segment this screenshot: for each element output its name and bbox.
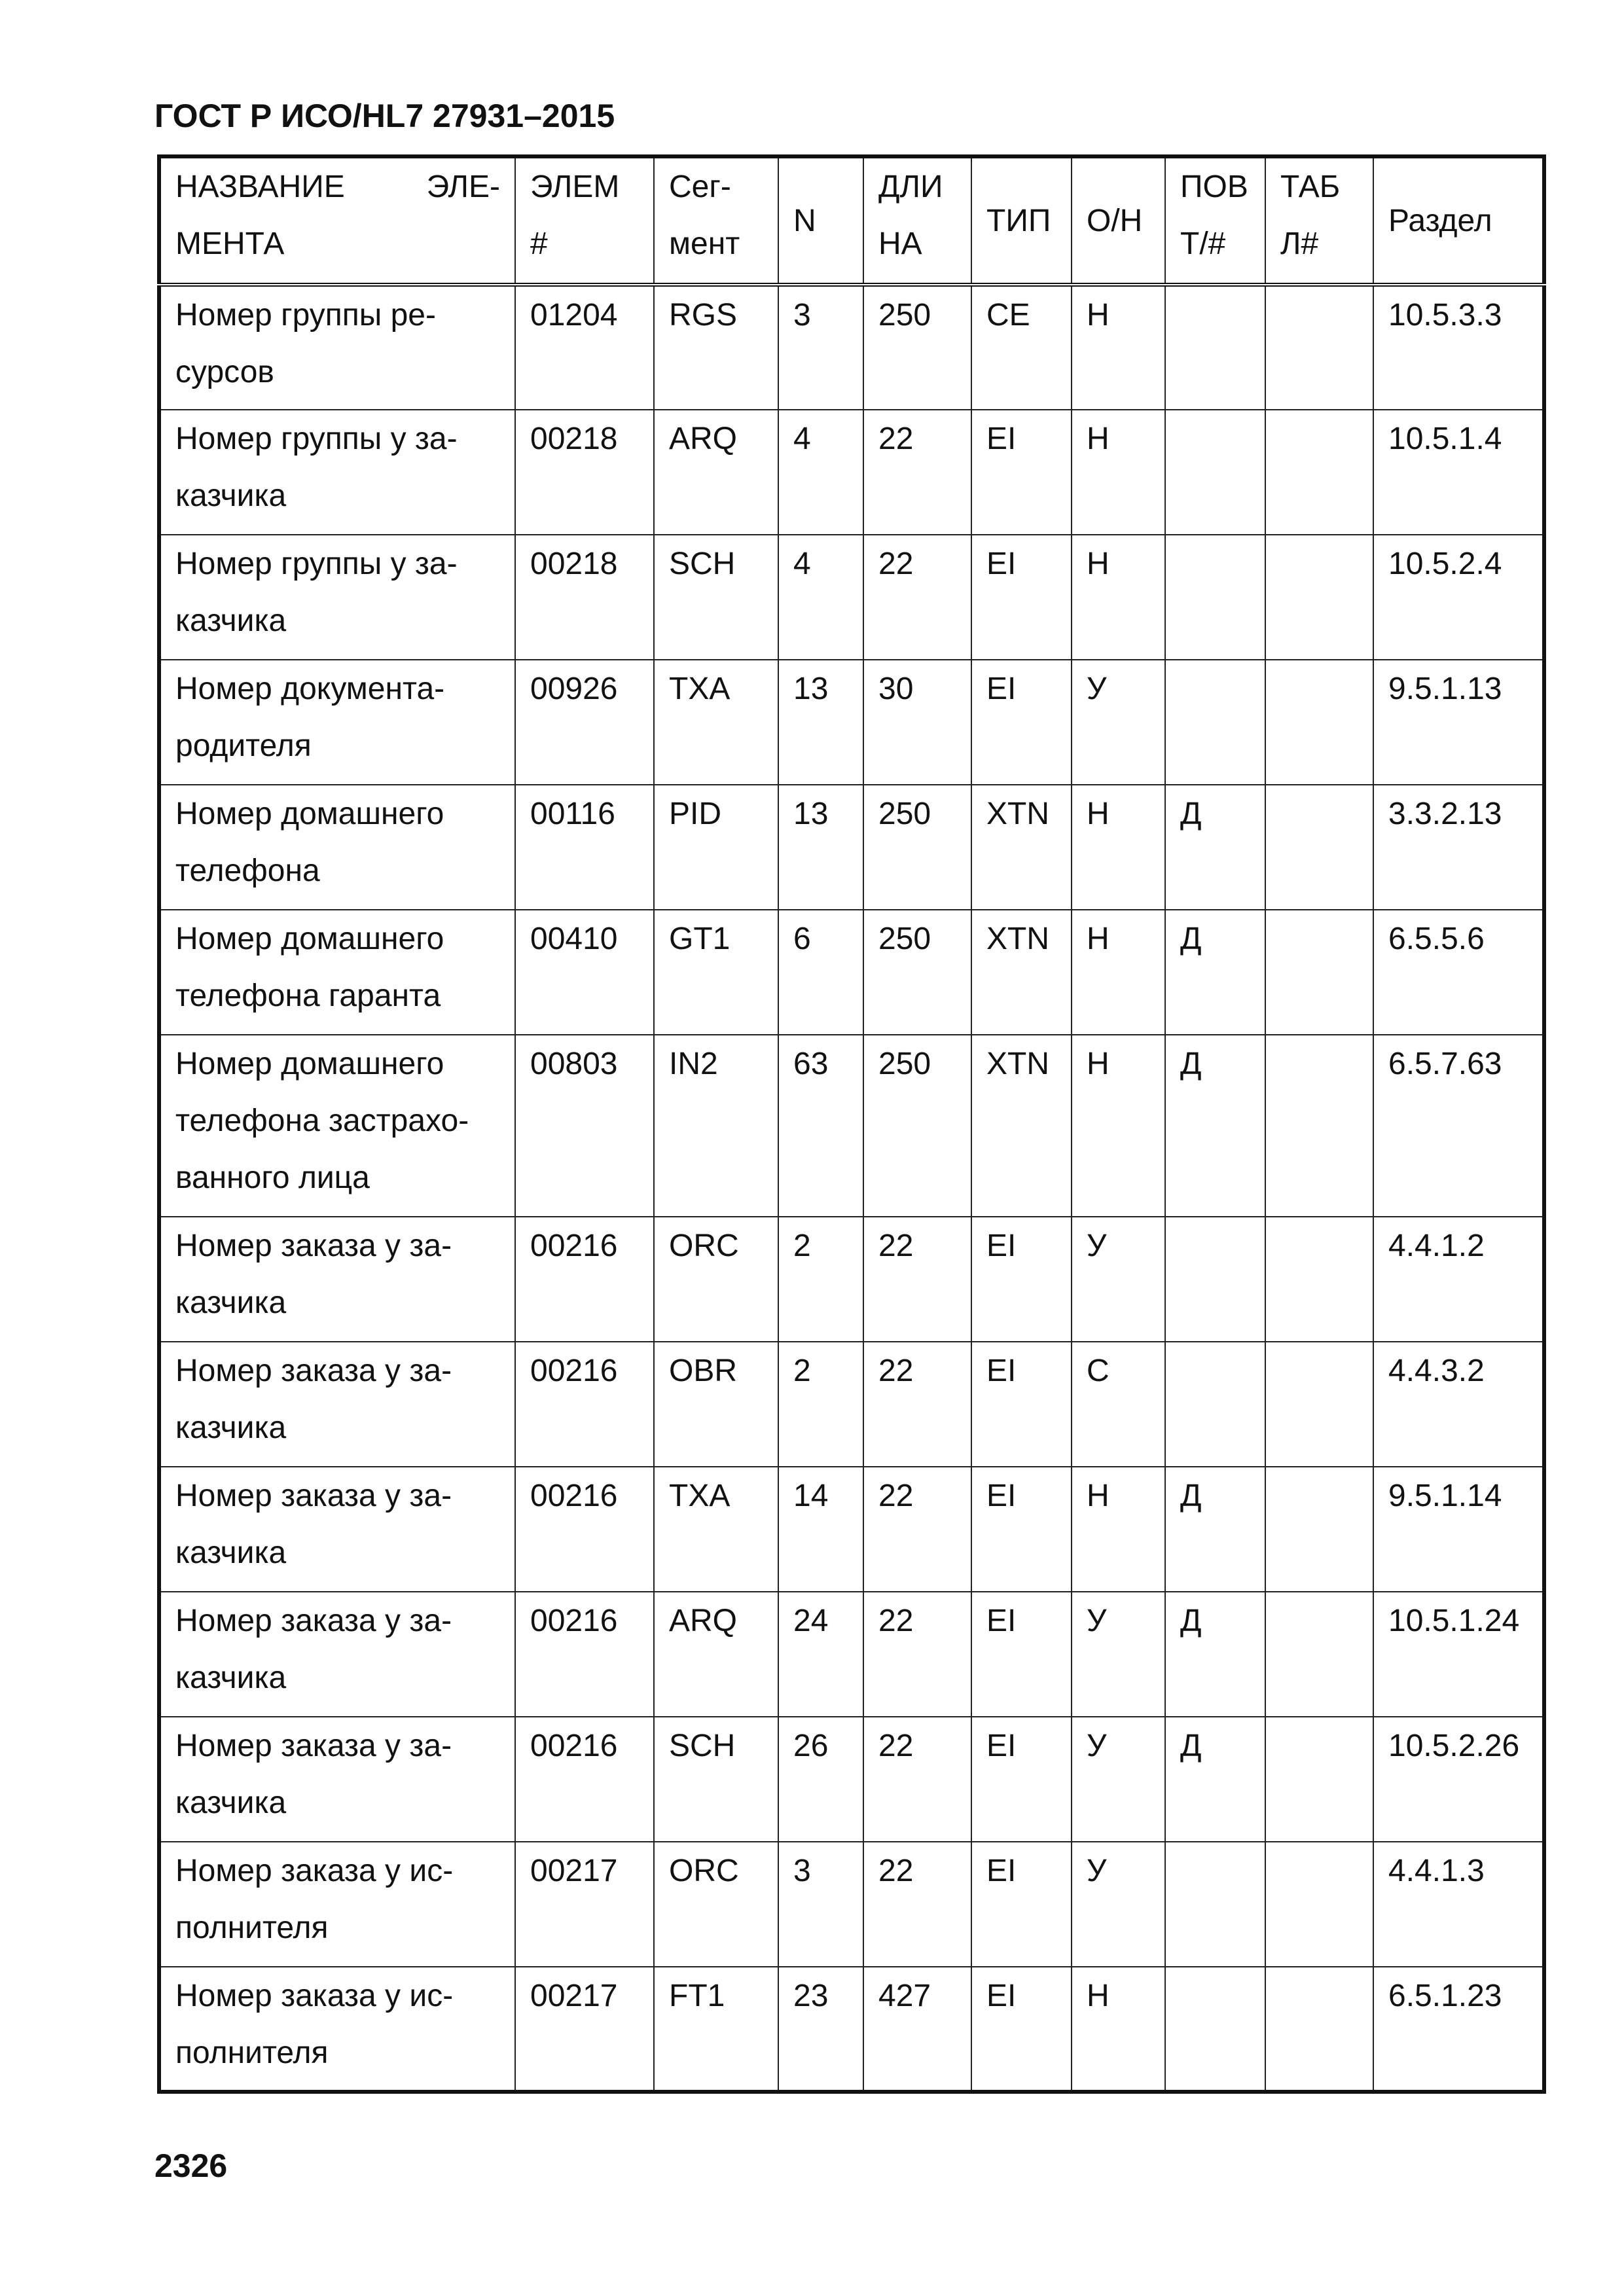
table-row <box>159 1842 1544 1967</box>
segment-cell: SCH <box>654 535 778 660</box>
column-header-name <box>159 156 515 285</box>
column-header-elem <box>515 156 654 285</box>
rep-cell: Д <box>1165 1592 1265 1717</box>
column-header-length <box>863 156 971 285</box>
elem-cell: 00216 <box>515 1342 654 1467</box>
n-cell: 3 <box>778 1842 863 1967</box>
n-cell: 4 <box>778 535 863 660</box>
type-cell: EI <box>971 1717 1072 1842</box>
rep-cell <box>1165 410 1265 535</box>
table-row <box>159 1342 1544 1467</box>
name-cell: Номер заказа у ис-полнителя <box>159 1842 515 1967</box>
section-cell: 10.5.2.4 <box>1373 535 1544 660</box>
elem-cell: 00218 <box>515 535 654 660</box>
length-cell: 250 <box>863 785 971 910</box>
type-cell: EI <box>971 1842 1072 1967</box>
length-cell: 22 <box>863 1592 971 1717</box>
name-cell: Номер домашнего телефона <box>159 785 515 910</box>
n-cell: 2 <box>778 1217 863 1342</box>
length-cell: 250 <box>863 1035 971 1217</box>
column-header-section-label: Раздел <box>1388 203 1492 238</box>
elem-cell: 00410 <box>515 910 654 1035</box>
length-cell: 22 <box>863 1217 971 1342</box>
segment-cell: RGS <box>654 285 778 410</box>
table-cell <box>1265 1592 1373 1717</box>
on-cell: Н <box>1072 1967 1165 2092</box>
length-cell: 22 <box>863 410 971 535</box>
segment-cell: ORC <box>654 1217 778 1342</box>
name-cell: Номер заказа у за-казчика <box>159 1342 515 1467</box>
rep-cell: Д <box>1165 910 1265 1035</box>
rep-cell <box>1165 1217 1265 1342</box>
name-cell: Номер заказа у за-казчика <box>159 1467 515 1592</box>
table-row <box>159 1217 1544 1342</box>
column-header-table-line2: Л# <box>1280 226 1319 261</box>
n-cell: 23 <box>778 1967 863 2092</box>
type-cell: EI <box>971 1217 1072 1342</box>
segment-cell: SCH <box>654 1717 778 1842</box>
elem-cell: 00803 <box>515 1035 654 1217</box>
section-cell: 6.5.7.63 <box>1373 1035 1544 1217</box>
rep-cell <box>1165 1342 1265 1467</box>
segment-cell: ARQ <box>654 1592 778 1717</box>
elem-cell: 00216 <box>515 1217 654 1342</box>
section-cell: 4.4.1.3 <box>1373 1842 1544 1967</box>
name-cell: Номер заказа у за-казчика <box>159 1217 515 1342</box>
on-cell: У <box>1072 1842 1165 1967</box>
table-cell <box>1265 910 1373 1035</box>
header-row <box>159 156 1544 285</box>
table-cell <box>1265 410 1373 535</box>
column-header-n-label: N <box>793 203 816 238</box>
elem-cell: 00216 <box>515 1592 654 1717</box>
elem-cell: 00116 <box>515 785 654 910</box>
length-cell: 250 <box>863 285 971 410</box>
column-header-length-line2: НА <box>878 226 922 261</box>
column-header-type <box>971 156 1072 285</box>
column-header-on <box>1072 156 1165 285</box>
section-cell: 6.5.5.6 <box>1373 910 1544 1035</box>
table-cell <box>1265 535 1373 660</box>
segment-cell: FT1 <box>654 1967 778 2092</box>
on-cell: Н <box>1072 410 1165 535</box>
rep-cell <box>1165 1967 1265 2092</box>
length-cell: 22 <box>863 535 971 660</box>
name-cell: Номер группы у за-казчика <box>159 535 515 660</box>
rep-cell <box>1165 285 1265 410</box>
length-cell: 22 <box>863 1342 971 1467</box>
n-cell: 13 <box>778 785 863 910</box>
column-header-length-line1: ДЛИ <box>878 170 943 204</box>
segment-cell: GT1 <box>654 910 778 1035</box>
elem-cell: 00216 <box>515 1717 654 1842</box>
column-header-elem-line1: ЭЛЕМ <box>530 170 620 204</box>
section-cell: 9.5.1.14 <box>1373 1467 1544 1592</box>
elem-cell: 01204 <box>515 285 654 410</box>
n-cell: 14 <box>778 1467 863 1592</box>
table-row <box>159 1592 1544 1717</box>
name-cell: Номер домашнего телефона застрахо-ванного лица <box>159 1035 515 1217</box>
rep-cell <box>1165 535 1265 660</box>
length-cell: 22 <box>863 1842 971 1967</box>
column-header-n <box>778 156 863 285</box>
section-cell: 6.5.1.23 <box>1373 1967 1544 2092</box>
segment-cell: OBR <box>654 1342 778 1467</box>
page-number: 2326 <box>154 2147 228 2184</box>
type-cell: XTN <box>971 1035 1072 1217</box>
length-cell: 22 <box>863 1467 971 1592</box>
column-header-name-line2: МЕНТА <box>175 226 285 261</box>
on-cell: Н <box>1072 785 1165 910</box>
type-cell: EI <box>971 1967 1072 2092</box>
section-cell: 10.5.3.3 <box>1373 285 1544 410</box>
section-cell: 3.3.2.13 <box>1373 785 1544 910</box>
column-header-rep <box>1165 156 1265 285</box>
table-row <box>159 1467 1544 1592</box>
table-row <box>159 535 1544 660</box>
type-cell: EI <box>971 1342 1072 1467</box>
length-cell: 30 <box>863 660 971 785</box>
on-cell: Н <box>1072 1035 1165 1217</box>
segment-cell: ORC <box>654 1842 778 1967</box>
type-cell: EI <box>971 535 1072 660</box>
name-cell: Номер документа-родителя <box>159 660 515 785</box>
name-cell: Номер заказа у за-казчика <box>159 1592 515 1717</box>
column-header-segment-line2: мент <box>669 226 740 261</box>
segment-cell: TXA <box>654 660 778 785</box>
rep-cell <box>1165 660 1265 785</box>
column-header-elem-line2: # <box>530 226 548 261</box>
type-cell: EI <box>971 410 1072 535</box>
table-cell <box>1265 1967 1373 2092</box>
name-cell: Номер домашнего телефона гаранта <box>159 910 515 1035</box>
column-header-rep-line1: ПОВ <box>1180 170 1248 204</box>
column-header-rep-line2: Т/# <box>1180 226 1226 261</box>
on-cell: У <box>1072 1717 1165 1842</box>
type-cell: XTN <box>971 910 1072 1035</box>
section-cell: 10.5.1.24 <box>1373 1592 1544 1717</box>
column-header-section <box>1373 156 1544 285</box>
n-cell: 4 <box>778 410 863 535</box>
n-cell: 26 <box>778 1717 863 1842</box>
column-header-type-label: ТИП <box>986 203 1051 238</box>
rep-cell: Д <box>1165 785 1265 910</box>
table-cell <box>1265 1467 1373 1592</box>
rep-cell <box>1165 1842 1265 1967</box>
n-cell: 2 <box>778 1342 863 1467</box>
table-header <box>159 156 1544 285</box>
column-header-name-line1: НАЗВАНИЕ ЭЛЕ- <box>175 170 500 204</box>
on-cell: Н <box>1072 1467 1165 1592</box>
rep-cell: Д <box>1165 1717 1265 1842</box>
name-cell: Номер заказа у ис-полнителя <box>159 1967 515 2092</box>
elem-cell: 00218 <box>515 410 654 535</box>
on-cell: У <box>1072 1592 1165 1717</box>
column-header-table-line1: ТАБ <box>1280 170 1341 204</box>
table-cell <box>1265 1035 1373 1217</box>
rep-cell: Д <box>1165 1035 1265 1217</box>
table-row <box>159 285 1544 410</box>
column-header-on-label: О/Н <box>1087 203 1143 238</box>
n-cell: 63 <box>778 1035 863 1217</box>
table-row <box>159 1967 1544 2092</box>
section-cell: 10.5.1.4 <box>1373 410 1544 535</box>
on-cell: У <box>1072 1217 1165 1342</box>
segment-cell: TXA <box>654 1467 778 1592</box>
name-cell: Номер заказа у за-казчика <box>159 1717 515 1842</box>
n-cell: 6 <box>778 910 863 1035</box>
type-cell: EI <box>971 1592 1072 1717</box>
document-header: ГОСТ Р ИСО/HL7 27931–2015 <box>154 98 615 134</box>
elem-cell: 00216 <box>515 1467 654 1592</box>
elem-cell: 00217 <box>515 1842 654 1967</box>
column-header-segment <box>654 156 778 285</box>
table-cell <box>1265 285 1373 410</box>
segment-cell: IN2 <box>654 1035 778 1217</box>
table-row <box>159 660 1544 785</box>
table-cell <box>1265 1217 1373 1342</box>
type-cell: EI <box>971 1467 1072 1592</box>
table-cell <box>1265 1717 1373 1842</box>
n-cell: 24 <box>778 1592 863 1717</box>
data-elements-table <box>157 154 1546 2094</box>
table-row <box>159 785 1544 910</box>
segment-cell: PID <box>654 785 778 910</box>
segment-cell: ARQ <box>654 410 778 535</box>
table-row <box>159 910 1544 1035</box>
rep-cell: Д <box>1165 1467 1265 1592</box>
length-cell: 22 <box>863 1717 971 1842</box>
table-cell <box>1265 660 1373 785</box>
n-cell: 3 <box>778 285 863 410</box>
table-body <box>159 285 1544 2092</box>
n-cell: 13 <box>778 660 863 785</box>
table-row <box>159 410 1544 535</box>
table-row <box>159 1717 1544 1842</box>
column-header-segment-line1: Сег- <box>669 170 731 204</box>
table-row <box>159 1035 1544 1217</box>
column-header-table <box>1265 156 1373 285</box>
name-cell: Номер группы у за-казчика <box>159 410 515 535</box>
elem-cell: 00926 <box>515 660 654 785</box>
section-cell: 4.4.3.2 <box>1373 1342 1544 1467</box>
elem-cell: 00217 <box>515 1967 654 2092</box>
section-cell: 4.4.1.2 <box>1373 1217 1544 1342</box>
type-cell: CE <box>971 285 1072 410</box>
on-cell: Н <box>1072 285 1165 410</box>
table-cell <box>1265 1342 1373 1467</box>
name-cell: Номер группы ре-сурсов <box>159 285 515 410</box>
table-cell <box>1265 785 1373 910</box>
on-cell: С <box>1072 1342 1165 1467</box>
on-cell: Н <box>1072 535 1165 660</box>
on-cell: У <box>1072 660 1165 785</box>
on-cell: Н <box>1072 910 1165 1035</box>
length-cell: 250 <box>863 910 971 1035</box>
type-cell: XTN <box>971 785 1072 910</box>
section-cell: 10.5.2.26 <box>1373 1717 1544 1842</box>
section-cell: 9.5.1.13 <box>1373 660 1544 785</box>
table-cell <box>1265 1842 1373 1967</box>
length-cell: 427 <box>863 1967 971 2092</box>
type-cell: EI <box>971 660 1072 785</box>
